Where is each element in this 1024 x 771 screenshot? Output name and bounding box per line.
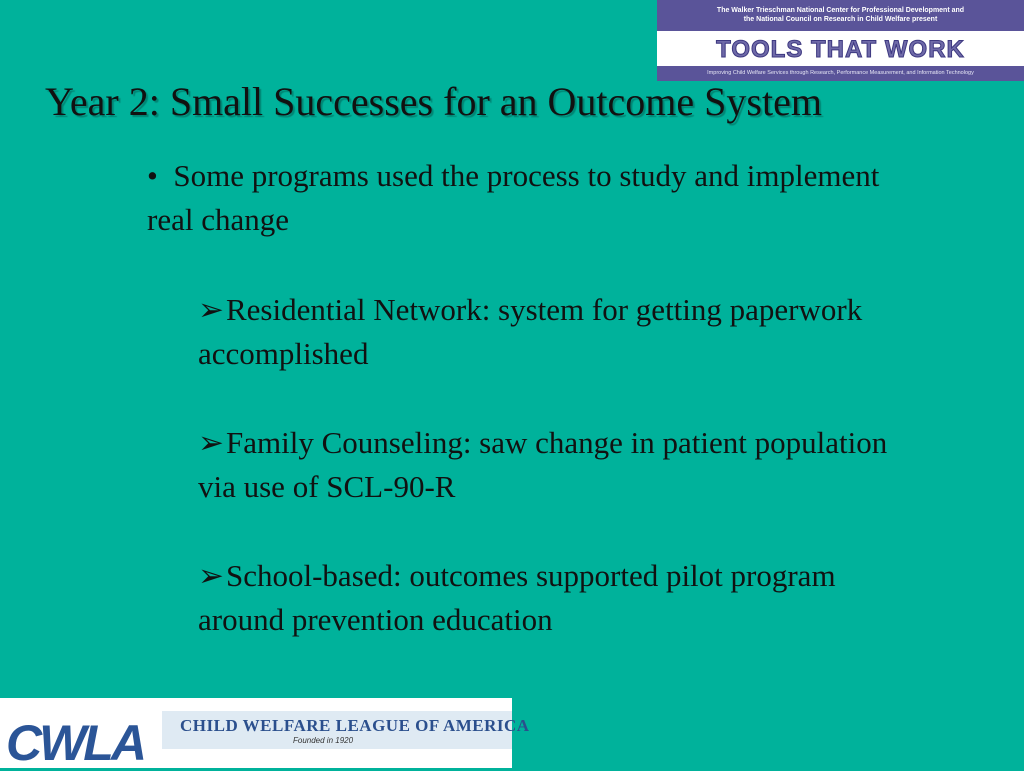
sub-bullet-text: School-based: outcomes supported pilot program around prevention education <box>198 558 836 637</box>
logo-tagline: Improving Child Welfare Services through Research, Performance Measurement, and Information Technology <box>657 66 1024 81</box>
main-bullet-text: Some programs used the process to study and implement real change <box>147 158 880 237</box>
arrow-bullet-icon: ➢ <box>198 425 224 460</box>
sub-bullet-school-based <box>198 554 898 642</box>
sub-bullet-family-counseling <box>198 421 898 509</box>
arrow-bullet-icon: ➢ <box>198 558 224 593</box>
sub-bullet-text: Family Counseling: saw change in patient population via use of SCL-90-R <box>198 425 888 504</box>
org-name: CHILD WELFARE LEAGUE OF AMERICA <box>180 716 530 735</box>
arrow-bullet-icon: ➢ <box>198 292 224 327</box>
sub-bullet-residential <box>198 288 898 376</box>
sponsor-line-2: the National Council on Research in Child Welfare present <box>743 16 938 23</box>
founded-text: Founded in 1920 <box>293 736 354 745</box>
cwla-logo <box>0 698 530 771</box>
cwla-mark: CWLA <box>6 715 144 771</box>
sponsor-band <box>657 0 1024 31</box>
logo-title: TOOLS THAT WORK <box>716 36 965 63</box>
tools-that-work-logo <box>657 0 1024 81</box>
slide-title: Year 2: Small Successes for an Outcome System <box>45 79 822 124</box>
main-bullet <box>147 154 907 242</box>
bullet-marker: • <box>147 158 158 193</box>
sub-bullet-text: Residential Network: system for getting paperwork accomplished <box>198 292 863 371</box>
sponsor-line-1: The Walker Trieschman National Center for Professional Development and <box>716 7 965 14</box>
